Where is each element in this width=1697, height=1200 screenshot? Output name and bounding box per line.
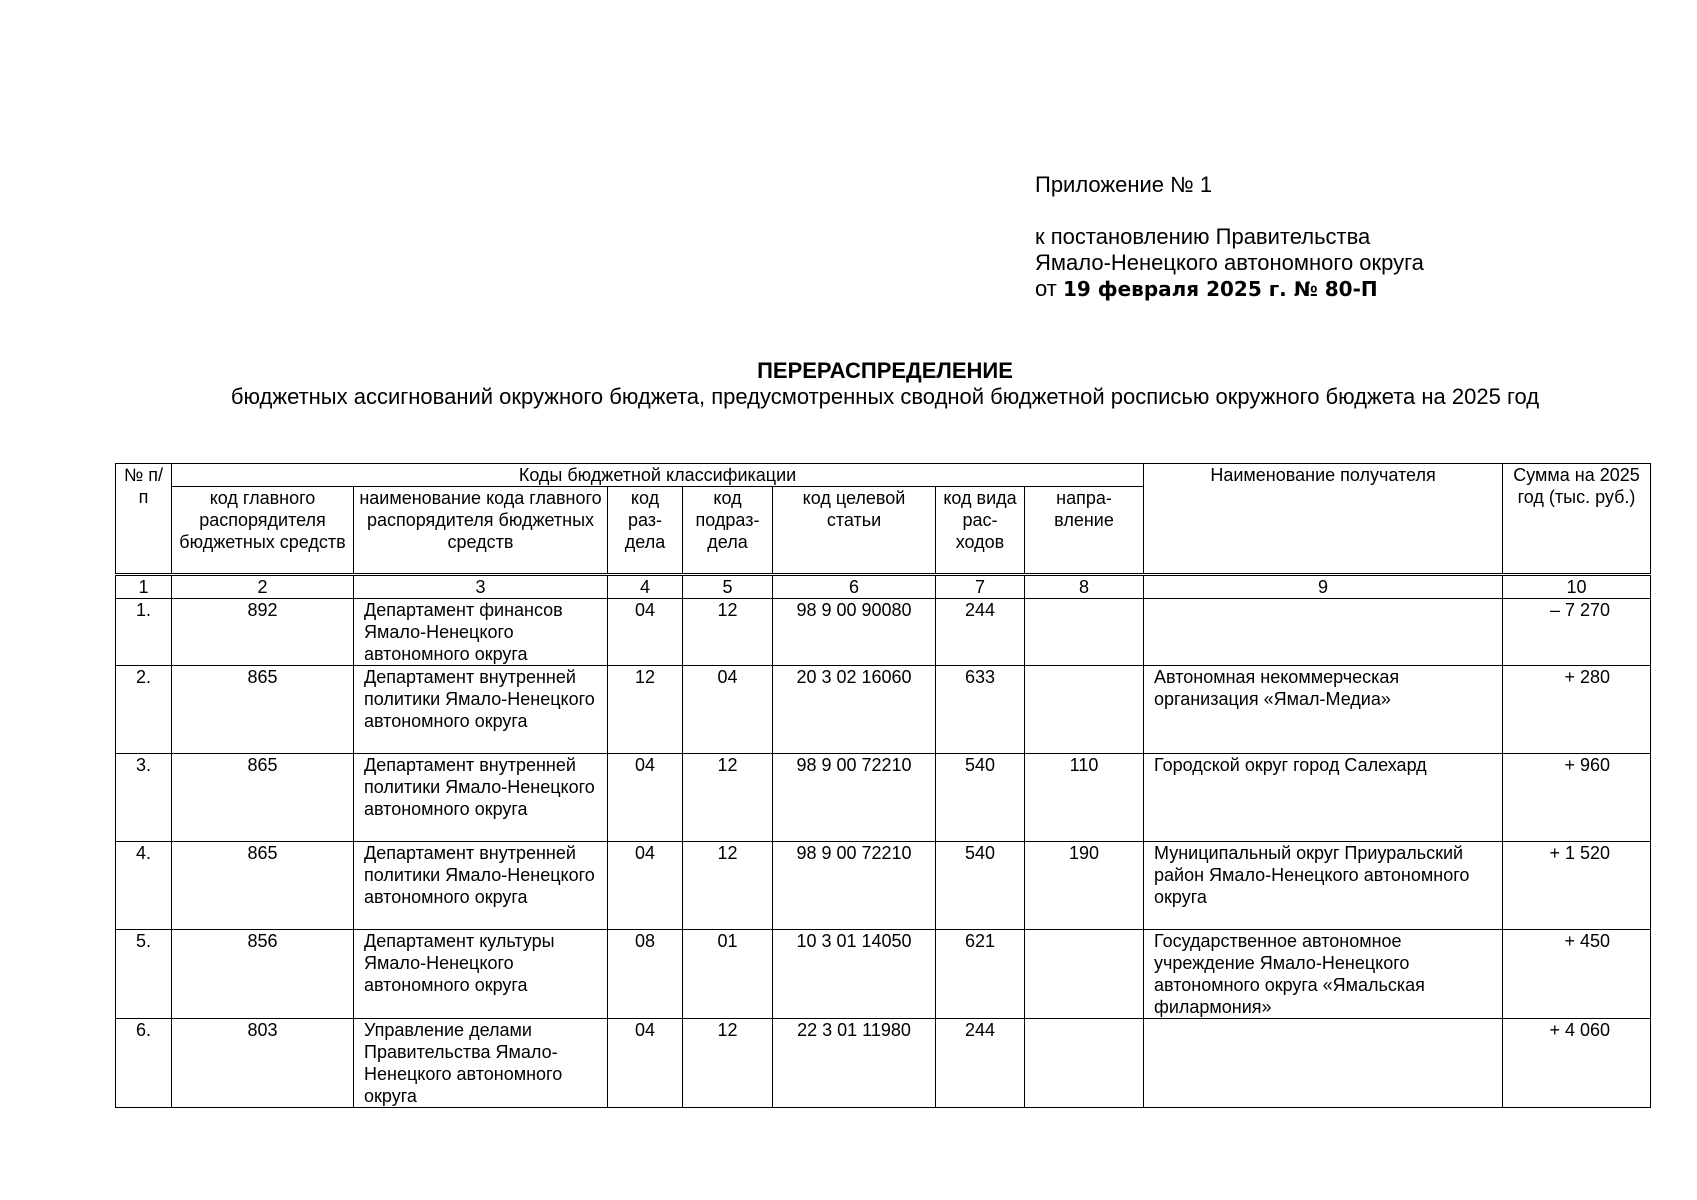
grbs-name-cell: Департамент культуры Ямало-Ненецкого автономного округа — [354, 930, 608, 1019]
header-num: № п/п — [116, 464, 172, 575]
grbs-code-cell: 803 — [172, 1019, 354, 1108]
appendix-title: Приложение № 1 — [1035, 172, 1213, 197]
napr-cell — [1025, 1019, 1144, 1108]
header-recipient: Наименование получателя — [1144, 464, 1503, 575]
index-cell: 5 — [683, 575, 773, 599]
recipient-cell — [1144, 599, 1503, 666]
table-row — [116, 666, 1651, 754]
document-subtitle: бюджетных ассигнований окружного бюджета, предусмотренных сводной бюджетной росписью окружного бюджета на 2025 год — [230, 384, 1540, 409]
podrazdel-cell: 12 — [683, 842, 773, 930]
podrazdel-cell: 12 — [683, 599, 773, 666]
csr-cell: 98 9 00 72210 — [773, 842, 936, 930]
header-podrazdel: код подраз-дела — [683, 487, 773, 575]
razdel-cell: 04 — [608, 842, 683, 930]
index-cell: 8 — [1025, 575, 1144, 599]
amount-cell: + 960 — [1503, 754, 1651, 842]
grbs-code-cell: 892 — [172, 599, 354, 666]
vr-cell: 621 — [936, 930, 1025, 1019]
csr-cell: 22 3 01 11980 — [773, 1019, 936, 1108]
razdel-cell: 04 — [608, 1019, 683, 1108]
csr-cell: 10 3 01 14050 — [773, 930, 936, 1019]
napr-cell: 110 — [1025, 754, 1144, 842]
grbs-name-cell: Департамент внутренней политики Ямало-Ненецкого автономного округа — [354, 754, 608, 842]
index-cell: 2 — [172, 575, 354, 599]
header-codes-group: Коды бюджетной классификации — [172, 464, 1144, 487]
header-napr: напра-вление — [1025, 487, 1144, 575]
header-razdel: код раз-дела — [608, 487, 683, 575]
header-grbs-name: наименование кода главного распорядителя бюджетных средств — [354, 487, 608, 575]
table-row — [116, 930, 1651, 1019]
document-title: ПЕРЕРАСПРЕДЕЛЕНИЕ — [757, 358, 1013, 383]
grbs-name-cell: Департамент внутренней политики Ямало-Ненецкого автономного округа — [354, 842, 608, 930]
vr-cell: 633 — [936, 666, 1025, 754]
table-row — [116, 1019, 1651, 1108]
grbs-name-cell: Управление делами Правительства Ямало-Ненецкого автономного округа — [354, 1019, 608, 1108]
row-num-cell: 6. — [116, 1019, 172, 1108]
index-cell: 10 — [1503, 575, 1651, 599]
header-amount: Сумма на 2025 год (тыс. руб.) — [1503, 464, 1651, 575]
grbs-code-cell: 865 — [172, 754, 354, 842]
grbs-name-cell: Департамент внутренней политики Ямало-Ненецкого автономного округа — [354, 666, 608, 754]
podrazdel-cell: 04 — [683, 666, 773, 754]
table-row — [116, 754, 1651, 842]
vr-cell: 244 — [936, 1019, 1025, 1108]
table-row — [116, 842, 1651, 930]
napr-cell — [1025, 599, 1144, 666]
index-cell: 3 — [354, 575, 608, 599]
resolution-number: 19 февраля 2025 г. № 80-П — [1062, 277, 1378, 301]
grbs-code-cell: 856 — [172, 930, 354, 1019]
index-cell: 1 — [116, 575, 172, 599]
row-num-cell: 5. — [116, 930, 172, 1019]
row-num-cell: 3. — [116, 754, 172, 842]
razdel-cell: 12 — [608, 666, 683, 754]
appendix-prefix: от — [1035, 276, 1057, 301]
recipient-cell — [1144, 1019, 1503, 1108]
amount-cell: + 4 060 — [1503, 1019, 1651, 1108]
appendix-block — [1035, 172, 1424, 302]
recipient-cell: Государственное автономное учреждение Ямало-Ненецкого автономного округа «Ямальская филармония» — [1144, 930, 1503, 1019]
csr-cell: 98 9 00 72210 — [773, 754, 936, 842]
podrazdel-cell: 01 — [683, 930, 773, 1019]
grbs-code-cell: 865 — [172, 666, 354, 754]
index-cell: 4 — [608, 575, 683, 599]
razdel-cell: 04 — [608, 599, 683, 666]
appendix-line1: к постановлению Правительства — [1035, 224, 1371, 249]
recipient-cell: Городской округ город Салехард — [1144, 754, 1503, 842]
column-index-row — [116, 575, 1651, 599]
appendix-line3 — [1035, 276, 1424, 302]
podrazdel-cell: 12 — [683, 1019, 773, 1108]
vr-cell: 540 — [936, 754, 1025, 842]
row-num-cell: 2. — [116, 666, 172, 754]
csr-cell: 20 3 02 16060 — [773, 666, 936, 754]
amount-cell: + 280 — [1503, 666, 1651, 754]
vr-cell: 244 — [936, 599, 1025, 666]
index-cell: 6 — [773, 575, 936, 599]
row-num-cell: 1. — [116, 599, 172, 666]
index-cell: 7 — [936, 575, 1025, 599]
budget-table — [115, 463, 1651, 1108]
razdel-cell: 04 — [608, 754, 683, 842]
csr-cell: 98 9 00 90080 — [773, 599, 936, 666]
appendix-line2: Ямало-Ненецкого автономного округа — [1035, 250, 1424, 275]
header-csr: код целевой статьи — [773, 487, 936, 575]
amount-cell: – 7 270 — [1503, 599, 1651, 666]
amount-cell: + 1 520 — [1503, 842, 1651, 930]
table-row — [116, 599, 1651, 666]
razdel-cell: 08 — [608, 930, 683, 1019]
grbs-code-cell: 865 — [172, 842, 354, 930]
header-grbs-code: код главного распорядителя бюджетных средств — [172, 487, 354, 575]
napr-cell — [1025, 930, 1144, 1019]
row-num-cell: 4. — [116, 842, 172, 930]
napr-cell: 190 — [1025, 842, 1144, 930]
amount-cell: + 450 — [1503, 930, 1651, 1019]
recipient-cell: Автономная некоммерческая организация «Ямал-Медиа» — [1144, 666, 1503, 754]
budget-table-body — [116, 575, 1651, 1108]
index-cell: 9 — [1144, 575, 1503, 599]
podrazdel-cell: 12 — [683, 754, 773, 842]
napr-cell — [1025, 666, 1144, 754]
recipient-cell: Муниципальный округ Приуральский район Ямало-Ненецкого автономного округа — [1144, 842, 1503, 930]
vr-cell: 540 — [936, 842, 1025, 930]
grbs-name-cell: Департамент финансов Ямало-Ненецкого автономного округа — [354, 599, 608, 666]
header-row-1 — [116, 464, 1651, 487]
header-vr: код вида рас-ходов — [936, 487, 1025, 575]
